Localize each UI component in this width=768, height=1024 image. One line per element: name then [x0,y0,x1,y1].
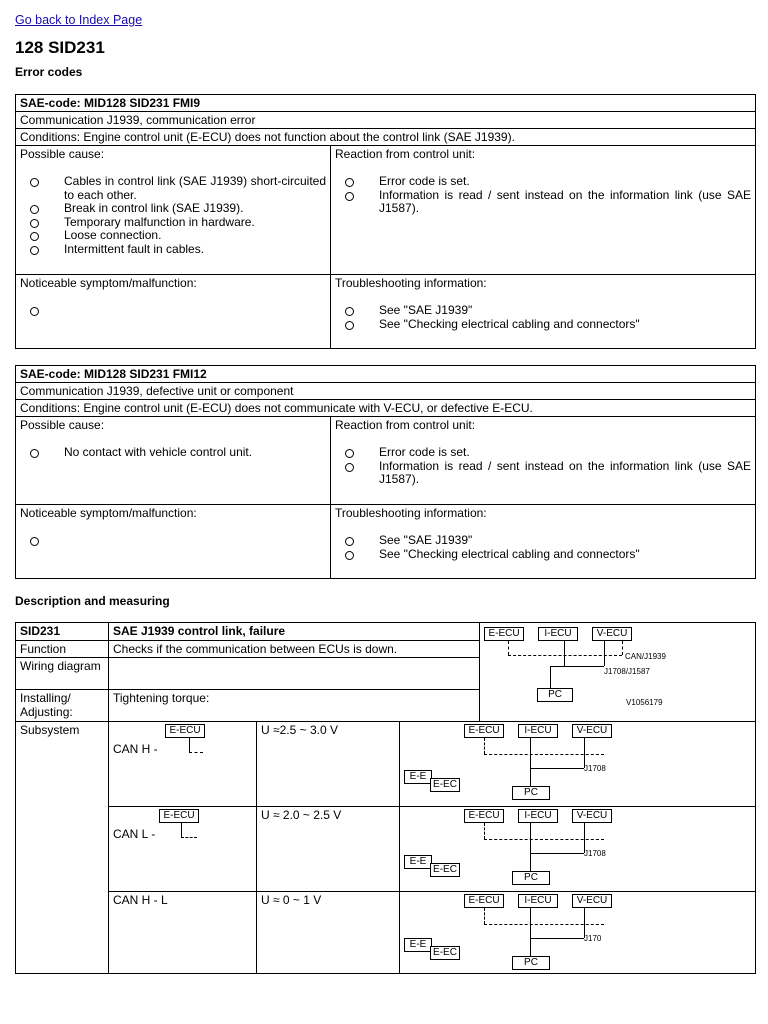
j1708-label: J1708 [584,849,606,858]
wiring-value [109,658,480,689]
e-ecu-box: E-ECU [165,724,205,738]
reaction-cell [331,146,756,275]
description-heading: Description and measuring [15,594,170,608]
possible-cause-label: Possible cause: [20,147,105,161]
subsystem-diagram [400,807,756,892]
possible-cause-label: Possible cause: [20,418,105,432]
reaction-label: Reaction from control unit: [335,147,476,161]
reaction-cell [331,417,756,505]
pc-box: PC [512,871,550,885]
j1708-label: J1708 [584,764,606,773]
list-item [20,534,326,547]
list-item: Loose connection. [20,229,326,243]
i-ecu-box: I-ECU [518,724,558,738]
list-item: Information is read / sent instead on the information link (use SAE J1587). [335,460,751,487]
signal-cell [109,892,257,974]
v-ecu-box: V-ECU [572,809,612,823]
i-ecu-box: I-ECU [518,809,558,823]
e-ecu-partial-box: E-EC [430,863,460,877]
e-ecu-partial-box: E-E [404,855,432,869]
list-item: Intermittent fault in cables. [20,243,326,257]
e-ecu-box: E-ECU [159,809,199,823]
can-label: CAN/J1939 [625,652,666,661]
installing-label: Installing/ Adjusting: [16,689,109,721]
e-ecu-partial-box: E-EC [430,946,460,960]
e-ecu-box: E-ECU [484,627,524,641]
e-ecu-box: E-ECU [464,809,504,823]
figure-ref: V1056179 [626,698,663,707]
list-item: Cables in control link (SAE J1939) short-circuited to each other. [20,175,326,202]
sae-code: SAE-code: MID128 SID231 FMI9 [16,95,756,112]
back-to-index-link[interactable]: Go back to Index Page [15,13,143,27]
list-item: See "Checking electrical cabling and connectors" [335,318,751,332]
signal-label: CAN L - [113,827,156,841]
troubleshooting-cell [331,275,756,349]
j1708-label: J1708/J1587 [604,667,650,676]
measuring-table [15,622,756,974]
error-table-fmi9 [15,94,756,349]
error-table-fmi12 [15,365,756,579]
e-ecu-partial-box: E-E [404,938,432,952]
communication-text: Communication J1939, communication error [16,112,756,129]
i-ecu-box: I-ECU [518,894,558,908]
symptom-cell [16,505,331,579]
voltage-cell: U ≈ 0 ~ 1 V [257,892,400,974]
measure-title: SAE J1939 control link, failure [109,623,480,641]
troubleshooting-cell [331,505,756,579]
signal-cell [109,722,257,807]
page-subtitle: Error codes [15,65,83,79]
wiring-label: Wiring diagram [16,658,109,689]
j1708-label: J170 [584,934,602,943]
v-ecu-box: V-ECU [592,627,632,641]
list-item: See "Checking electrical cabling and connectors" [335,548,751,562]
voltage-cell: U ≈ 2.0 ~ 2.5 V [257,807,400,892]
e-ecu-partial-box: E-EC [430,778,460,792]
list-item: Error code is set. [335,175,751,189]
pc-box: PC [537,688,573,702]
signal-label: CAN H - [113,742,158,756]
list-item: No contact with vehicle control unit. [20,446,326,460]
main-wiring-diagram [480,623,756,722]
v-ecu-box: V-ECU [572,894,612,908]
e-ecu-box: E-ECU [464,724,504,738]
page-title: 128 SID231 [15,38,105,57]
list-item: See "SAE J1939" [335,534,751,548]
symptom-cell [16,275,331,349]
reaction-label: Reaction from control unit: [335,418,476,432]
function-label: Function [16,641,109,658]
list-item [20,304,326,317]
signal-label: CAN H - L [113,893,168,907]
symptom-label: Noticeable symptom/malfunction: [20,276,197,290]
conditions-text: Conditions: Engine control unit (E-ECU) does not function about the control link (SAE J1939). [16,129,756,146]
voltage-cell: U ≈2.5 ~ 3.0 V [257,722,400,807]
troubleshooting-label: Troubleshooting information: [335,276,487,290]
e-ecu-partial-box: E-E [404,770,432,784]
possible-cause-cell [16,146,331,275]
sid-cell: SID231 [16,623,109,641]
communication-text: Communication J1939, defective unit or component [16,383,756,400]
pc-box: PC [512,786,550,800]
subsystem-label: Subsystem [16,722,109,974]
installing-text: Tightening torque: [109,689,480,721]
sae-code: SAE-code: MID128 SID231 FMI12 [16,366,756,383]
list-item: Temporary malfunction in hardware. [20,216,326,230]
list-item: See "SAE J1939" [335,304,751,318]
signal-cell [109,807,257,892]
symptom-label: Noticeable symptom/malfunction: [20,506,197,520]
i-ecu-box: I-ECU [538,627,578,641]
e-ecu-box: E-ECU [464,894,504,908]
troubleshooting-label: Troubleshooting information: [335,506,487,520]
pc-box: PC [512,956,550,970]
subsystem-diagram [400,892,756,974]
list-item: Information is read / sent instead on the information link (use SAE J1587). [335,189,751,216]
list-item: Error code is set. [335,446,751,460]
conditions-text: Conditions: Engine control unit (E-ECU) does not communicate with V-ECU, or defective E-ECU. [16,400,756,417]
list-item: Break in control link (SAE J1939). [20,202,326,216]
v-ecu-box: V-ECU [572,724,612,738]
possible-cause-cell [16,417,331,505]
function-text: Checks if the communication between ECUs is down. [109,641,480,658]
subsystem-diagram [400,722,756,807]
